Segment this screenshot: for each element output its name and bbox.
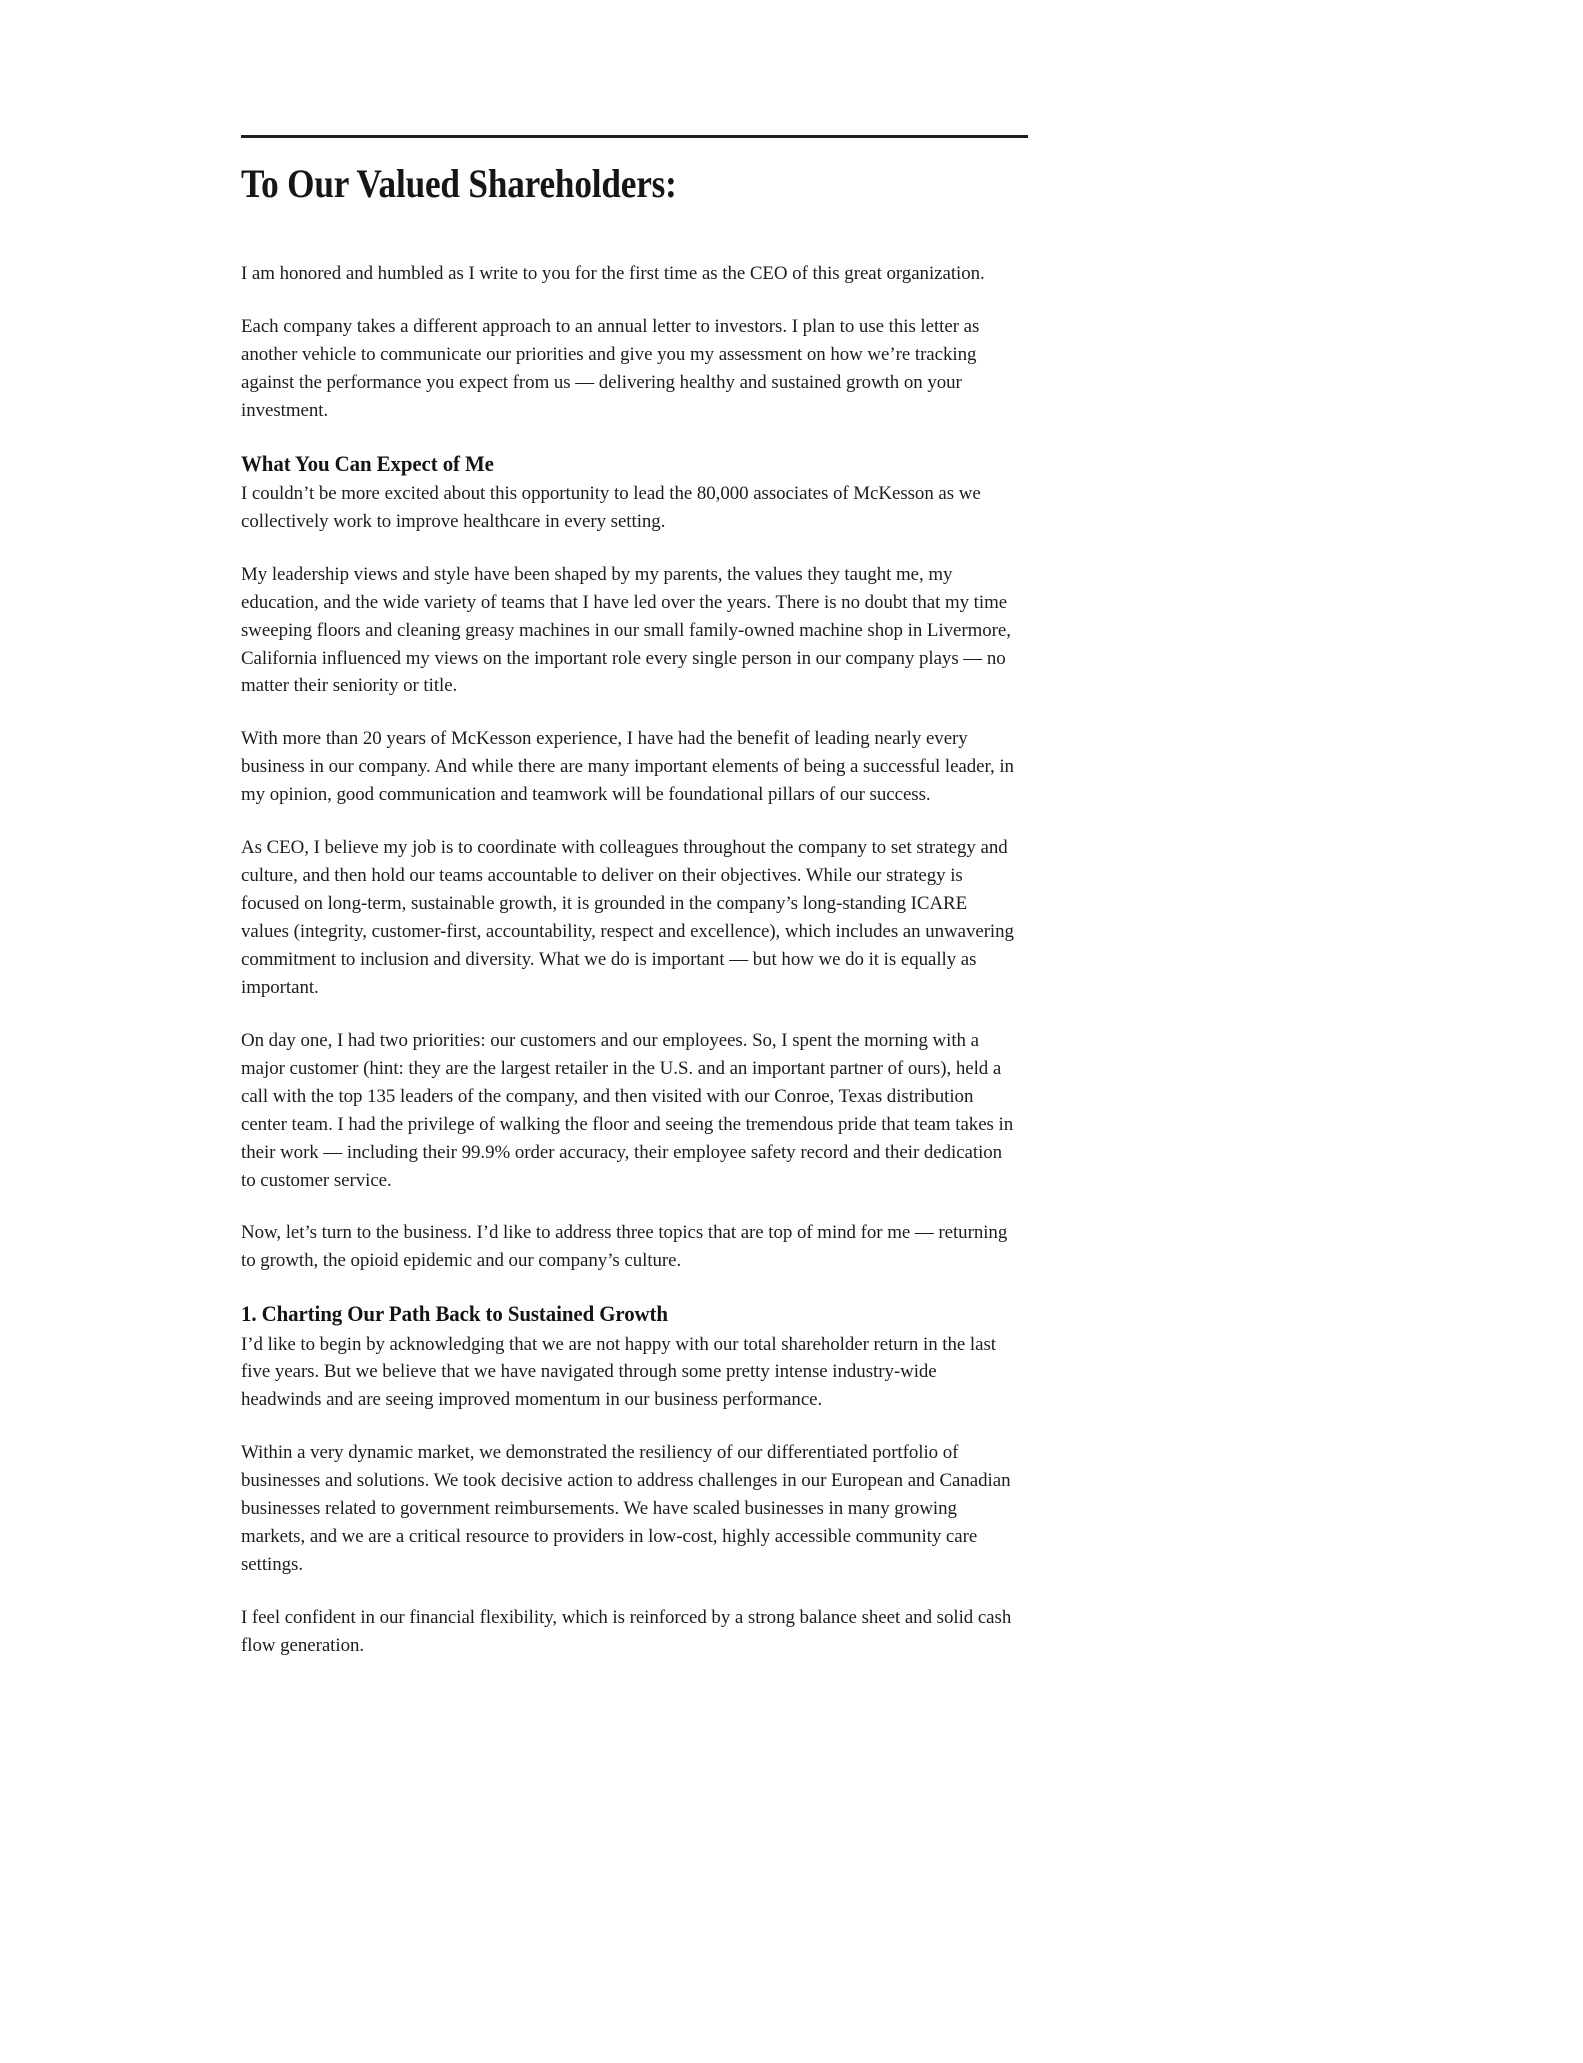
letter-body [241, 260, 1028, 1660]
paragraph-growth-3: I feel confident in our financial flexibility, which is reinforced by a strong balance sheet and solid cash flow generation. [241, 1607, 1012, 1656]
paragraph-expect-2: My leadership views and style have been shaped by my parents, the values they taught me, my education, and the wide variety of teams that I have led over the years. There is no doubt that my time sweeping floors and cleaning greasy machines in our small family-owned machine shop in Livermore, California influenced my views on the important role every single person in our company plays — no matter their seniority or title. [241, 563, 1011, 697]
paragraph-growth-2: Within a very dynamic market, we demonstrated the resiliency of our differentiated portfolio of businesses and solutions. We took decisive action to address challenges in our European and Canadian businesses related to government reimbursements. We have scaled businesses in many growing markets, and we are a critical resource to providers in low-cost, highly accessible community care settings. [241, 1442, 1011, 1576]
content-column [241, 0, 1028, 1685]
paragraph-expect-4: As CEO, I believe my job is to coordinate with colleagues throughout the company to set strategy and culture, and then hold our teams accountable to deliver on their objectives. While our strategy is focused on long-term, sustainable growth, it is grounded in the company’s long-standing ICARE values (integrity, customer-first, accountability, respect and excellence), which includes an unwavering commitment to inclusion and diversity. What we do is important — but how we do it is equally as important. [241, 837, 1014, 998]
page-title: To Our Valued Shareholders: [241, 161, 677, 206]
paragraph-intro-1: I am honored and humbled as I write to you for the first time as the CEO of this great organization. [241, 263, 985, 284]
paragraph-intro-2: Each company takes a different approach to an annual letter to investors. I plan to use this letter as another vehicle to communicate our priorities and give you my assessment on how we’re tracking against the performance you expect from us — delivering healthy and sustained growth on your investment. [241, 315, 980, 421]
paragraph-expect-1: I couldn’t be more excited about this opportunity to lead the 80,000 associates of McKesson as we collectively work to improve healthcare in every setting. [241, 482, 981, 532]
section-heading-charting-growth: 1. Charting Our Path Back to Sustained Growth [241, 1301, 668, 1327]
title-divider-rule [241, 135, 1028, 138]
paragraph-expect-6: Now, let’s turn to the business. I’d like to address three topics that are top of mind for me — returning to growth, the opioid epidemic and our company’s culture. [241, 1222, 1008, 1272]
paragraph-expect-5: On day one, I had two priorities: our customers and our employees. So, I spent the morning with a major customer (hint: they are the largest retailer in the U.S. and an important partner of ours), held a call with the top 135 leaders of the company, and then visited with our Conroe, Texas distribution center team. I had the privilege of walking the floor and seeing the tremendous pride that team takes in their work — including their 99.9% order accuracy, their employee safety record and their dedication to customer service. [241, 1029, 1014, 1191]
section-heading-what-you-can-expect: What You Can Expect of Me [241, 450, 494, 476]
section-what-you-can-expect [241, 450, 1028, 1276]
paragraph-expect-3: With more than 20 years of McKesson experience, I have had the benefit of leading nearly every business in our company. And while there are many important elements of being a successful leader, in my opinion, good communication and teamwork will be foundational pillars of our success. [241, 728, 1014, 806]
paragraph-growth-1: I’d like to begin by acknowledging that we are not happy with our total shareholder return in the last five years. But we believe that we have navigated through some pretty intense industry-wide headwinds and are seeing improved momentum in our business performance. [241, 1333, 996, 1411]
section-charting-growth [241, 1300, 1028, 1660]
